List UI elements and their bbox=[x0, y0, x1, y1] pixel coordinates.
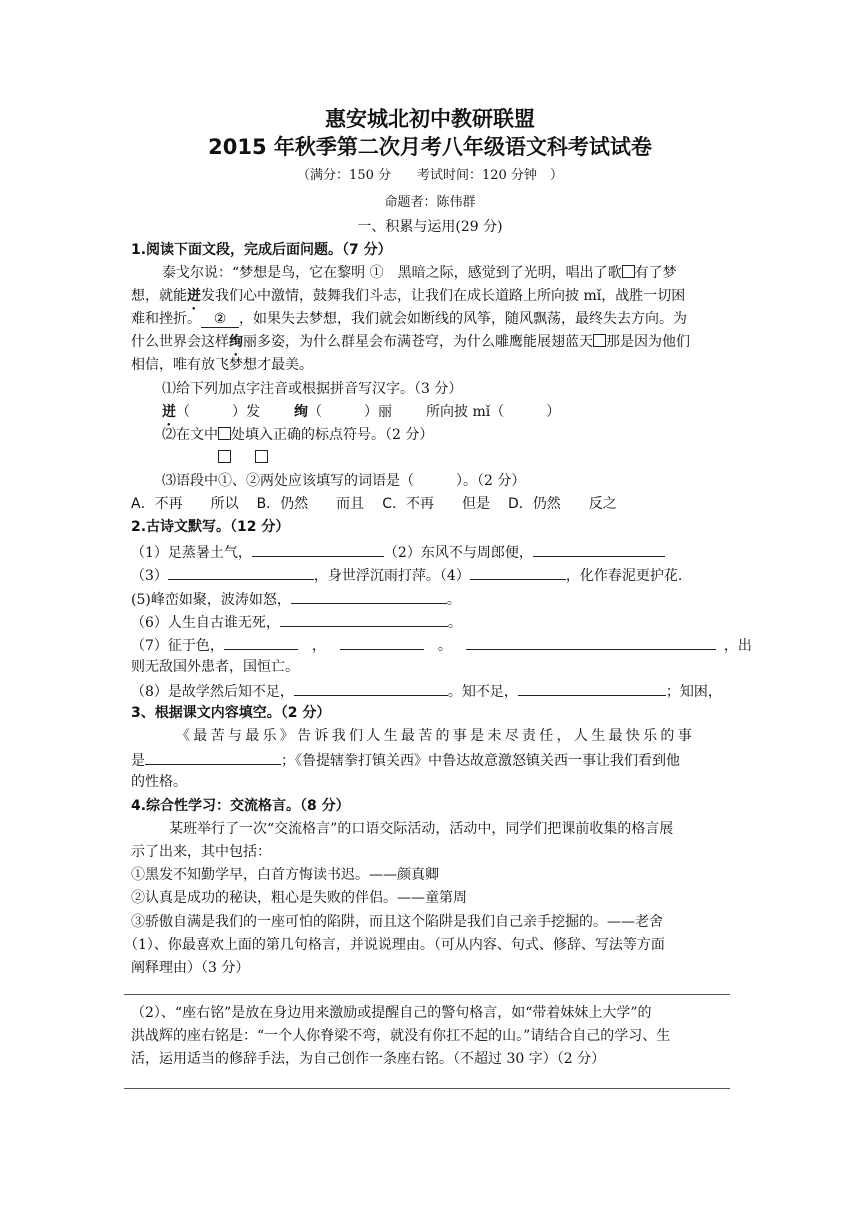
q2-l7c: ；知困， bbox=[665, 684, 722, 700]
maxim-1: ①黑发不知勤学早，白首方悔读书迟。——颜真卿 bbox=[131, 867, 439, 883]
dotted-char: 迸 bbox=[187, 288, 201, 304]
q2-line4 bbox=[131, 611, 462, 633]
q2-line7 bbox=[131, 680, 722, 702]
q2-line6: 则无敌国外患者，国恒亡。 bbox=[131, 659, 299, 675]
maxim-2: ②认真是成功的秘诀，粗心是失败的伴侣。——童第周 bbox=[131, 890, 467, 906]
answer-blank[interactable] bbox=[294, 680, 448, 696]
q2-l1b: （2）东风不与周郎便， bbox=[383, 545, 533, 561]
q1-p2b: 发我们心中激情，鼓舞我们斗志，让我们在成长道路上所向披 mǐ，战胜一切困 bbox=[201, 288, 686, 304]
q2-l5d: ，出 bbox=[723, 638, 752, 654]
q1-s1a: （ ）发 bbox=[176, 404, 260, 420]
q2-line2 bbox=[131, 564, 682, 586]
answer-blank[interactable] bbox=[168, 564, 314, 580]
q1-p4c: 那是因为他们 bbox=[606, 334, 690, 350]
exam-title-line1: 惠安城北初中教研联盟 bbox=[325, 107, 535, 131]
q1-s1c: 所向披 mǐ（ ） bbox=[426, 404, 561, 420]
punctuation-box bbox=[593, 334, 606, 347]
q2-l2a: （3） bbox=[131, 568, 168, 584]
q2-l3: (5)峰峦如聚，波涛如怒， bbox=[131, 592, 291, 608]
dotted-char: 绚 bbox=[229, 334, 243, 350]
q2-l5a: （7）征于色， bbox=[131, 638, 224, 654]
answer-blank[interactable] bbox=[533, 541, 665, 557]
q3-line3: 的性格。 bbox=[131, 774, 187, 790]
q2-l2b: ，身世浮沉雨打萍。（4） bbox=[313, 568, 470, 584]
answer-box bbox=[255, 450, 268, 463]
q1-p3a: 难和挫折。 bbox=[131, 311, 201, 327]
q1-s1b: （ ）丽 bbox=[308, 404, 392, 420]
q2-line1 bbox=[131, 541, 665, 563]
q1-p4a: 什么世界会这样 bbox=[131, 334, 229, 350]
q4-sub2-line2: 洪战辉的座右铭是：“一个人你脊梁不弯，就没有你扛不起的山。”请结合自己的学习、生 bbox=[131, 1028, 671, 1044]
answer-blank[interactable] bbox=[466, 634, 716, 650]
q2-l5b: ， bbox=[311, 638, 326, 654]
q2-l4end: 。 bbox=[447, 615, 462, 631]
q2-l1a: （1）足蒸暑土气， bbox=[131, 545, 252, 561]
blank-mark-2: ② bbox=[201, 311, 239, 328]
section-heading: 一、积累与运用(29 分) bbox=[357, 219, 503, 235]
answer-line[interactable] bbox=[124, 994, 730, 995]
punctuation-box bbox=[218, 427, 231, 440]
exam-title-line2: 2015 年秋季第二次月考八年级语文科考试试卷 bbox=[208, 135, 652, 159]
answer-blank[interactable] bbox=[518, 680, 666, 696]
exam-author: 命题者：陈伟群 bbox=[384, 195, 476, 210]
q1-sub3: ⑶语段中①、②两处应该填写的词语是（ ）。（2 分） bbox=[162, 473, 526, 489]
q1-sub1: ⑴给下列加点字注音或根据拼音写汉字。（3 分） bbox=[162, 381, 463, 397]
answer-box bbox=[218, 450, 231, 463]
q1-options bbox=[131, 494, 617, 514]
option-a: A．不再 所以 bbox=[131, 496, 239, 512]
q1-passage-line1 bbox=[162, 263, 677, 283]
answer-blank[interactable] bbox=[252, 541, 384, 557]
option-c: C．不再 但是 bbox=[382, 496, 490, 512]
q2-line3 bbox=[131, 588, 461, 610]
q1-p1b: 有了梦 bbox=[634, 265, 677, 281]
answer-blank[interactable] bbox=[340, 634, 424, 650]
q2-l5c: 。 bbox=[437, 638, 452, 654]
answer-blank[interactable] bbox=[280, 611, 448, 627]
q2-l2c: ，化作春泥更护花. bbox=[565, 568, 683, 584]
q1-passage-line5: 相信，唯有放飞梦想才最美。 bbox=[131, 357, 313, 373]
q2-l7a: （8）是故学然后知不足， bbox=[131, 684, 294, 700]
q1-s2b: 处填入正确的标点符号。（2 分） bbox=[231, 427, 434, 443]
q1-p4b: 丽多姿，为什么群星会布满苍穹，为什么雕鹰能展翅蓝天 bbox=[243, 334, 593, 350]
option-b: B．仍然 而且 bbox=[256, 496, 365, 512]
q1-passage-line3 bbox=[131, 309, 687, 329]
q4-intro-line2: 示了出来，其中包括： bbox=[131, 844, 271, 860]
q1-p3b: ，如果失去梦想，我们就会如断线的风筝，随风飘荡，最终失去方向。为 bbox=[239, 311, 687, 327]
answer-blank[interactable] bbox=[224, 634, 298, 650]
q2-l7b: 。知不足， bbox=[447, 684, 518, 700]
maxim-3: ③骄傲自满是我们的一座可怕的陷阱，而且这个陷阱是我们自己亲手挖掘的。——老舍 bbox=[131, 914, 663, 930]
q4-sub1-line2: 阐释理由）（3 分） bbox=[131, 960, 250, 976]
punctuation-box bbox=[622, 265, 635, 278]
q1-s1b-char: 绚 bbox=[294, 404, 308, 420]
dotted-char: 迸 bbox=[162, 404, 176, 420]
q2-line5 bbox=[131, 634, 752, 656]
q3-line2 bbox=[131, 749, 680, 771]
q2-heading: 2.古诗文默写。（12 分） bbox=[131, 519, 290, 535]
q3-line1: 《最苦与最乐》告诉我们人生最苦的事是未尽责任，人生最快乐的事 bbox=[176, 728, 695, 744]
option-d: D．仍然 反之 bbox=[507, 496, 617, 512]
q4-intro-line1: 某班举行了一次“交流格言”的口语交际活动，活动中，同学们把课前收集的格言展 bbox=[169, 821, 674, 837]
q4-sub2-line3: 活，运用适当的修辞手法，为自己创作一条座右铭。（不超过 30 字）（2 分） bbox=[131, 1051, 606, 1067]
q4-heading: 4.综合性学习：交流格言。（8 分） bbox=[131, 798, 350, 814]
q2-l4: （6）人生自古谁无死， bbox=[131, 615, 280, 631]
q1-p1a: 泰戈尔说：“梦想是鸟，它在黎明 ① 黑暗之际，感觉到了光明，唱出了歌 bbox=[162, 265, 622, 281]
exam-meta: （满分：150 分 考试时间：120 分钟 ） bbox=[297, 168, 563, 183]
q1-s2a: ⑵在文中 bbox=[162, 427, 218, 443]
q3-p2a: 是 bbox=[131, 753, 145, 769]
answer-blank[interactable] bbox=[291, 588, 447, 604]
q1-sub2 bbox=[162, 425, 433, 445]
q1-p2a: 想，就能 bbox=[131, 288, 187, 304]
q3-heading: 3、根据课文内容填空。（2 分） bbox=[131, 705, 331, 721]
answer-blank[interactable] bbox=[145, 749, 281, 765]
q4-sub1-line1: （1）、你最喜欢上面的第几句格言，并说说理由。（可从内容、句式、修辞、写法等方面 bbox=[124, 937, 665, 953]
answer-blank[interactable] bbox=[470, 564, 566, 580]
punctuation-answer-boxes bbox=[218, 448, 268, 468]
answer-line[interactable] bbox=[124, 1088, 730, 1089]
q4-sub2-line1: （2）、“座右铭”是放在身边用来激励或提醒自己的警句格言，如“带着妹妹上大学”的 bbox=[131, 1005, 652, 1021]
q2-l3end: 。 bbox=[446, 592, 461, 608]
q1-heading: 1.阅读下面文段，完成后面问题。（7 分） bbox=[131, 242, 392, 258]
q3-p2b: ；《鲁提辖拳打镇关西》中鲁达故意激怒镇关西一事让我们看到他 bbox=[281, 753, 680, 769]
